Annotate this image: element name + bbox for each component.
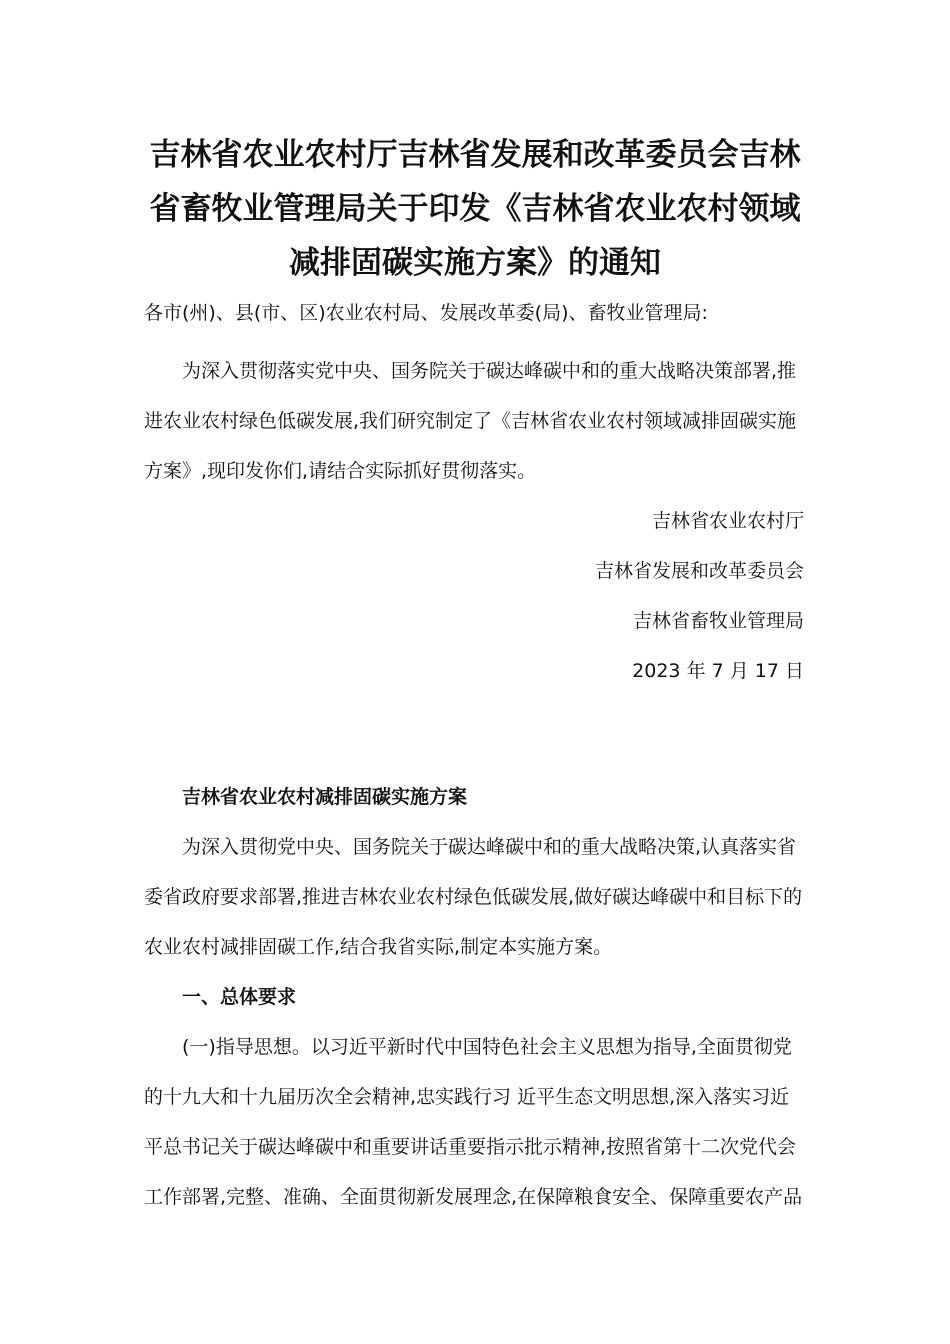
- section-one-line-2: 的十九大和十九届历次全会精神,忠实践行习 近平生态文明思想,深入落实习近: [144, 1086, 790, 1108]
- document-title: [144, 0, 806, 290]
- plan-intro-line-2: 委省政府要求部署,推进吉林农业农村绿色低碳发展,做好碳达峰碳中和目标下的: [144, 886, 803, 908]
- notice-line-2: 进农业农村绿色低碳发展,我们研究制定了《吉林省农业农村领域减排固碳实施: [144, 410, 797, 432]
- title-line-3: 减排固碳实施方案》的通知: [289, 245, 661, 281]
- notice-line-3: 方案》,现印发你们,请结合实际抓好贯彻落实。: [144, 460, 537, 482]
- salutation: 各市(州)、县(市、区)农业农村局、发展改革委(局)、畜牧业管理局:: [144, 302, 708, 324]
- signature-date: 2023 年 7 月 17 日: [632, 660, 804, 682]
- section-one-heading: 一、总体要求: [182, 986, 297, 1008]
- plan-intro-line-1: 为深入贯彻党中央、国务院关于碳达峰碳中和的重大战略决策,认真落实省: [182, 836, 797, 858]
- section-one-line-1: (一)指导思想。以习近平新时代中国特色社会主义思想为指导,全面贯彻党: [182, 1036, 792, 1058]
- section-one-line-3: 平总书记关于碳达峰碳中和重要讲话重要指示批示精神,按照省第十二次党代会: [144, 1136, 797, 1158]
- section-one-paragraph: [144, 1022, 806, 1222]
- section-one-line-4: 工作部署,完整、准确、全面贯彻新发展理念,在保障粮食安全、保障重要农产品: [144, 1186, 803, 1208]
- notice-paragraph: [144, 346, 806, 496]
- signature-org-2: 吉林省发展和改革委员会: [594, 560, 804, 582]
- signature-org-1: 吉林省农业农村厅: [651, 510, 804, 532]
- title-line-1: 吉林省农业农村厅吉林省发展和改革委员会吉林: [149, 137, 801, 173]
- notice-line-1: 为深入贯彻落实党中央、国务院关于碳达峰碳中和的重大战略决策部署,推: [182, 360, 797, 382]
- title-line-2: 省畜牧业管理局关于印发《吉林省农业农村领域: [149, 191, 801, 227]
- plan-intro-line-3: 农业农村减排固碳工作,结合我省实际,制定本实施方案。: [144, 936, 613, 958]
- plan-intro-paragraph: [144, 822, 806, 972]
- signature-org-3: 吉林省畜牧业管理局: [632, 610, 804, 632]
- signature-block: [144, 496, 806, 696]
- plan-title: 吉林省农业农村减排固碳实施方案: [182, 786, 468, 808]
